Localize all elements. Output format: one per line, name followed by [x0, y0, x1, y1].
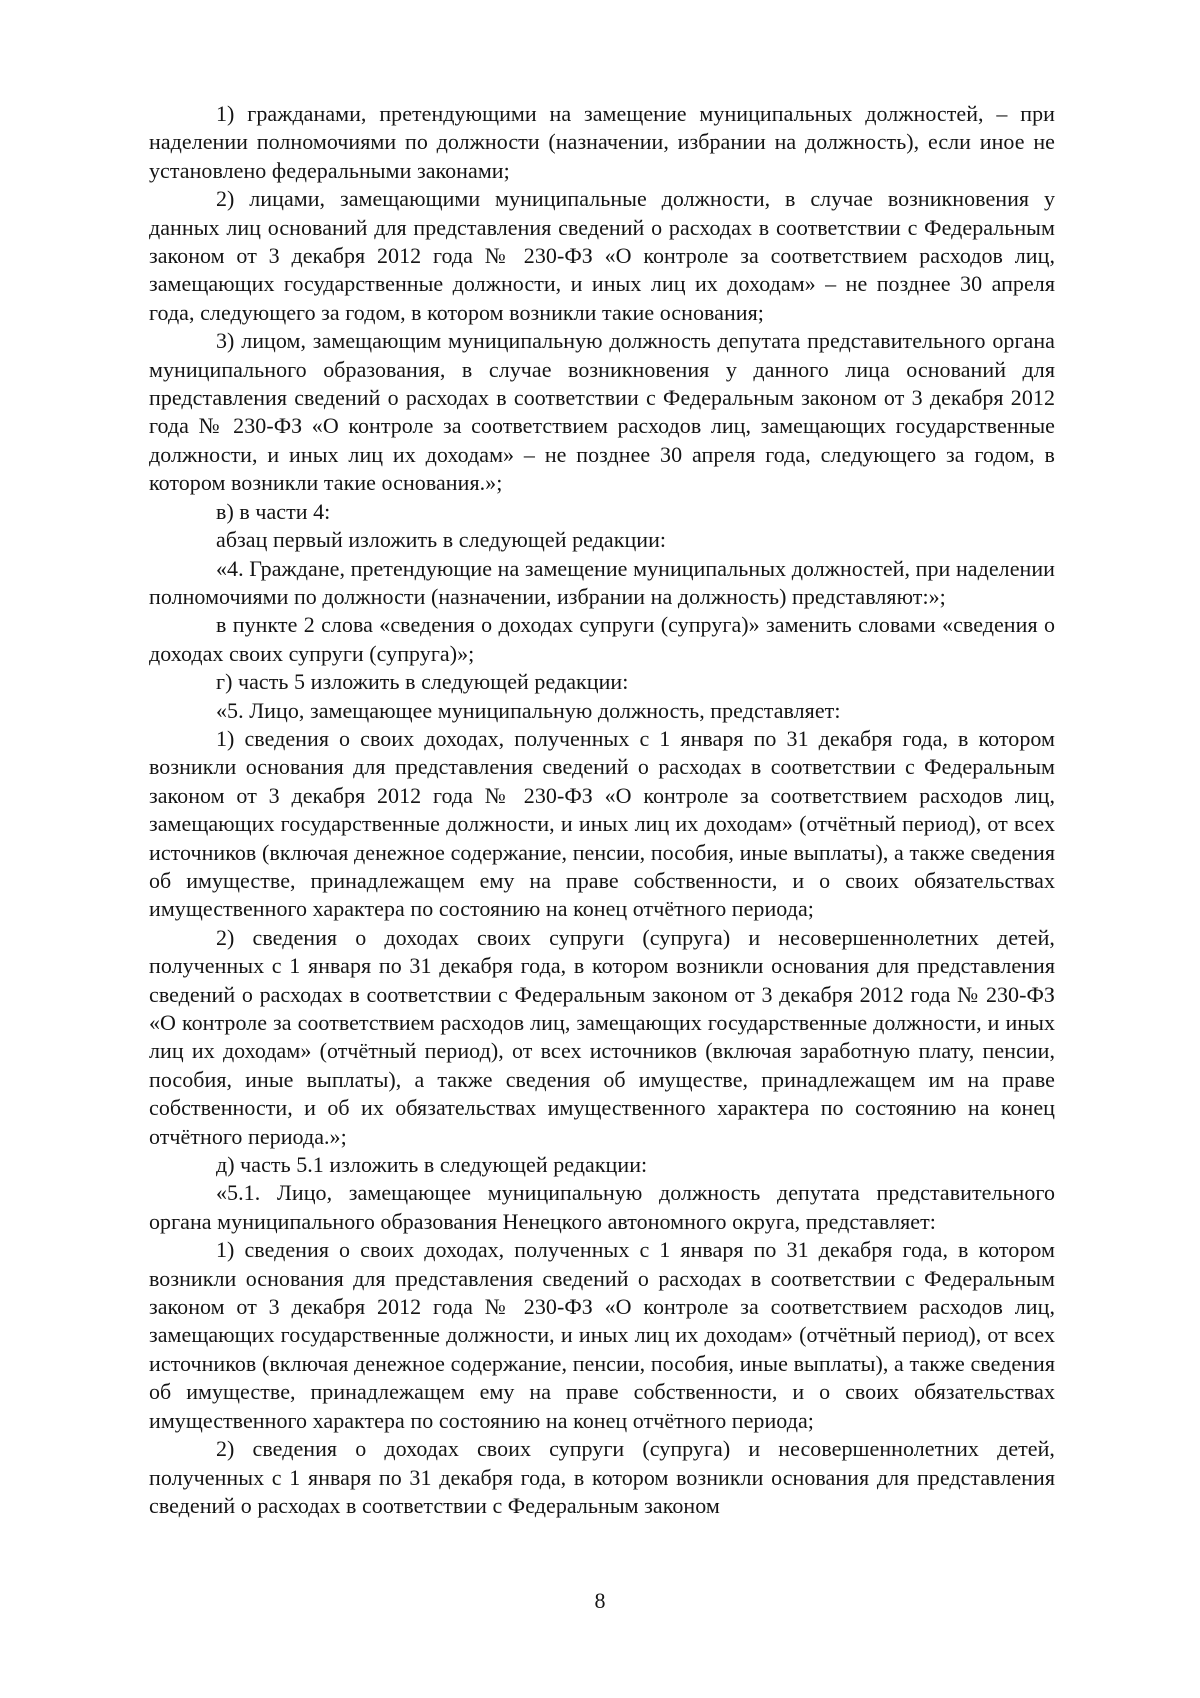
paragraph-7: в пункте 2 слова «сведения о доходах супруги (супруга)» заменить словами «сведения о доходах своих супруги (супруга)»; [149, 612, 1055, 666]
paragraph-13: «5.1. Лицо, замещающее муниципальную должность депутата представительного органа муниципального образования Ненецкого автономного округа, представляет: [149, 1180, 1055, 1234]
paragraph-11: 2) сведения о доходах своих супруги (супруга) и несовершеннолетних детей, полученных с 1 января по 31 декабря года, в котором возникли основания для представления сведений о расходах в соответствии с Федеральным законом от 3 декабря 2012 года № 230-ФЗ «О контроле за соответствием расходов лиц, замещающих государственные должности, и иных лиц их доходам» (отчётный период), от всех источников (включая заработную плату, пенсии, пособия, иные выплаты), а также сведения об имуществе, принадлежащем им на праве собственности, и об их обязательствах имущественного характера по состоянию на конец отчётного периода.»; [149, 924, 1055, 1149]
paragraph-8: г) часть 5 изложить в следующей редакции: [216, 669, 629, 695]
paragraph-10: 1) сведения о своих доходах, полученных с 1 января по 31 декабря года, в котором возникли основания для представления сведений о расходах в соответствии с Федеральным законом от 3 декабря 2012 года № 230-ФЗ «О контроле за соответствием расходов лиц, замещающих государственные должности, и иных лиц их доходам» (отчётный период), от всех источников (включая денежное содержание, пенсии, пособия, иные выплаты), а также сведения об имуществе, принадлежащем ему на праве собственности, и о своих обязательствах имущественного характера по состоянию на конец отчётного периода; [149, 725, 1055, 922]
paragraph-5: абзац первый изложить в следующей редакции: [216, 527, 667, 553]
paragraph-2: 2) лицами, замещающими муниципальные должности, в случае возникновения у данных лиц оснований для представления сведений о расходах в соответствии с Федеральным законом от 3 декабря 2012 года № 230-ФЗ «О контроле за соответствием расходов лиц, замещающих государственные должности, и иных лиц их доходам» – не позднее 30 апреля года, следующего за годом, в котором возникли такие основания; [149, 186, 1055, 325]
paragraph-12: д) часть 5.1 изложить в следующей редакции: [216, 1152, 648, 1178]
paragraph-15: 2) сведения о доходах своих супруги (супруга) и несовершеннолетних детей, полученных с 1 января по 31 декабря года, в котором возникли основания для представления сведений о расходах в соответствии с Федеральным законом [149, 1436, 1055, 1518]
document-body [149, 100, 1055, 1520]
paragraph-6: «4. Граждане, претендующие на замещение муниципальных должностей, при наделении полномочиями по должности (назначении, избрании на должность) представляют:»; [149, 555, 1055, 609]
paragraph-3: 3) лицом, замещающим муниципальную должность депутата представительного органа муниципального образования, в случае возникновения у данного лица оснований для представления сведений о расходах в соответствии с Федеральным законом от 3 декабря 2012 года № 230-ФЗ «О контроле за соответствием расходов лиц, замещающих государственные должности, и иных лиц их доходам» – не позднее 30 апреля года, следующего за годом, в котором возникли такие основания.»; [149, 328, 1055, 496]
page-number: 8 [594, 1588, 606, 1613]
paragraph-4: в) в части 4: [216, 498, 331, 524]
paragraph-1: 1) гражданами, претендующими на замещение муниципальных должностей, – при наделении полномочиями по должности (назначении, избрании на должность), если иное не установлено федеральными законами; [149, 101, 1055, 183]
paragraph-14: 1) сведения о своих доходах, полученных с 1 января по 31 декабря года, в котором возникли основания для представления сведений о расходах в соответствии с Федеральным законом от 3 декабря 2012 года № 230-ФЗ «О контроле за соответствием расходов лиц, замещающих государственные должности, и иных лиц их доходам» (отчётный период), от всех источников (включая денежное содержание, пенсии, пособия, иные выплаты), а также сведения об имуществе, принадлежащем ему на праве собственности, и о своих обязательствах имущественного характера по состоянию на конец отчётного периода; [149, 1237, 1055, 1433]
paragraph-9: «5. Лицо, замещающее муниципальную должность, представляет: [216, 697, 841, 723]
